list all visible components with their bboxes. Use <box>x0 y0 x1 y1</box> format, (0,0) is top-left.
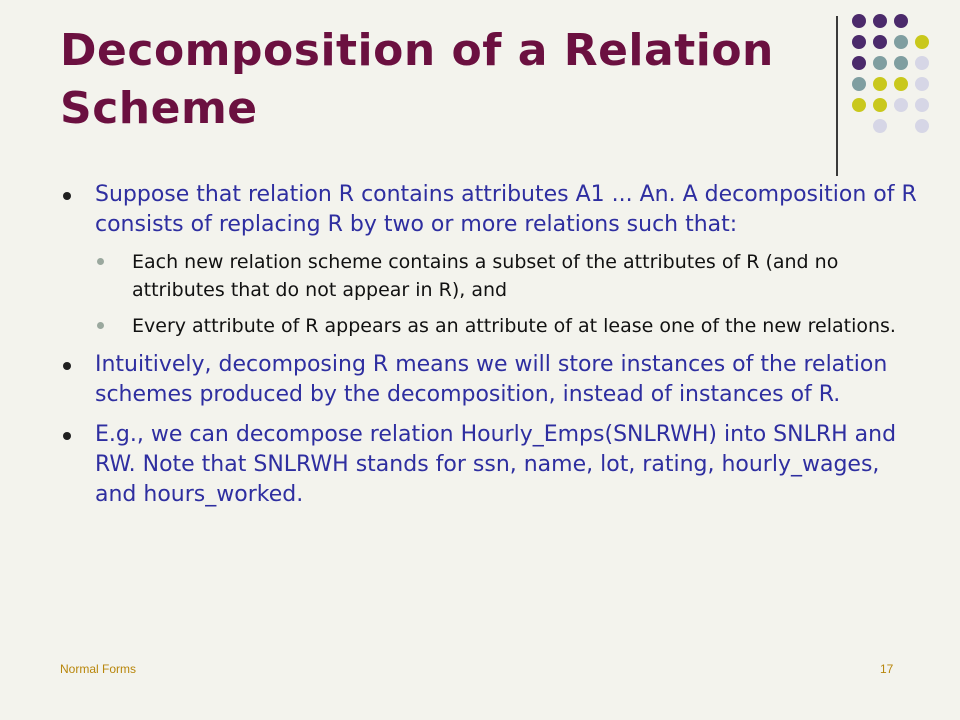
dot-yellow-icon <box>915 35 929 49</box>
dot-lavender-icon <box>915 56 929 70</box>
bullet-marker-icon <box>63 192 71 200</box>
dot-yellow-icon <box>873 77 887 91</box>
bullet-text: E.g., we can decompose relation Hourly_Emps(SNLRWH) into SNLRH and RW. Note that SNLRWH stands for ssn, name, lot, rating, hourly_wages, and hours_worked. <box>95 422 897 507</box>
bullet-marker-icon <box>63 362 71 370</box>
dot-lavender-icon <box>915 98 929 112</box>
dot-yellow-icon <box>873 98 887 112</box>
dot-yellow-icon <box>894 77 908 91</box>
sub-bullet-text: Each new relation scheme contains a subset of the attributes of R (and no attributes that do not appear in R), and <box>132 251 839 301</box>
bullet-decomposition-definition <box>60 180 920 340</box>
bullet-text: Suppose that relation R contains attributes A1 ... An. A decomposition of R consists of replacing R by two or more relations such that: <box>95 182 917 237</box>
sub-bullet-subset <box>95 248 920 304</box>
dot-purple-icon <box>852 56 866 70</box>
dot-teal-icon <box>894 35 908 49</box>
bullet-marker-icon <box>63 432 71 440</box>
dot-purple-icon <box>894 14 908 28</box>
dot-purple-icon <box>873 35 887 49</box>
footer-title: Normal Forms <box>60 662 137 676</box>
sub-bullet-marker-icon <box>97 258 104 265</box>
dot-purple-icon <box>873 14 887 28</box>
dot-purple-icon <box>852 14 866 28</box>
page-number: 17 <box>880 662 894 676</box>
bullet-intuition <box>60 350 920 410</box>
dot-purple-icon <box>852 35 866 49</box>
dot-teal-icon <box>873 56 887 70</box>
bullet-example <box>60 420 920 510</box>
bullet-text: Intuitively, decomposing R means we will store instances of the relation schemes produced by the decomposition, instead of instances of R. <box>95 352 888 407</box>
title-divider <box>836 16 838 176</box>
dot-grid-decoration <box>852 14 952 154</box>
dot-lavender-icon <box>915 119 929 133</box>
dot-lavender-icon <box>873 119 887 133</box>
dot-teal-icon <box>894 56 908 70</box>
slide-body <box>60 180 920 520</box>
sub-bullet-text: Every attribute of R appears as an attribute of at lease one of the new relations. <box>132 315 896 337</box>
dot-teal-icon <box>852 77 866 91</box>
dot-lavender-icon <box>894 98 908 112</box>
sub-bullet-list <box>95 248 920 340</box>
dot-yellow-icon <box>852 98 866 112</box>
sub-bullet-marker-icon <box>97 322 104 329</box>
sub-bullet-coverage <box>95 312 920 340</box>
dot-lavender-icon <box>915 77 929 91</box>
slide-title: Decomposition of a Relation Scheme <box>60 25 774 134</box>
